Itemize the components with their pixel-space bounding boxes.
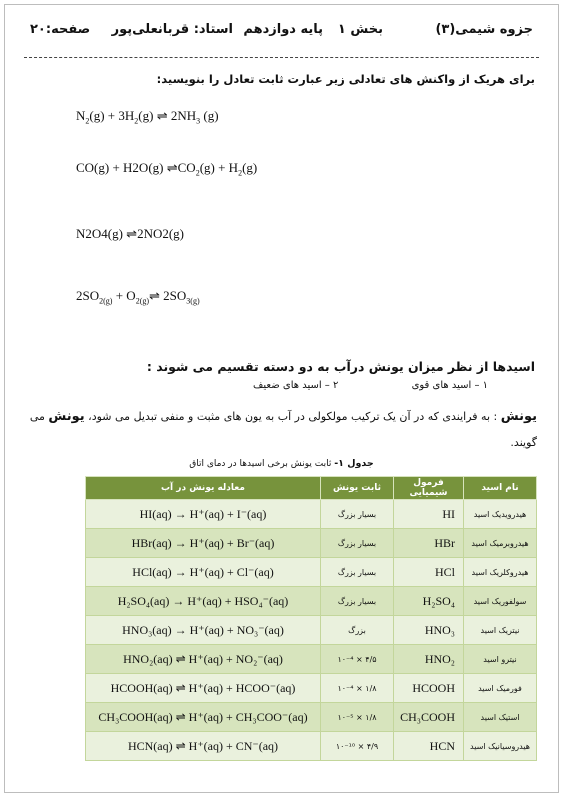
acid-formula: HBr bbox=[394, 529, 464, 558]
header-divider bbox=[24, 57, 539, 58]
acid-name: هیدروکلریک اسید bbox=[464, 558, 537, 587]
acid-formula: HNO₂ bbox=[394, 645, 464, 674]
acid-name: هیدروسیانیک اسید bbox=[464, 732, 537, 761]
ionization-equation: HI(aq) → H⁺(aq) + I⁻(aq) bbox=[86, 500, 321, 529]
acid-name: نیتریک اسید bbox=[464, 616, 537, 645]
equation-4: $2SO_{2(g)}$ + $O_{2(g)}\rightleftharpoons$ $2SO_{3(g)}$ bbox=[76, 288, 200, 306]
ionization-equation: HNO₃(aq) → H⁺(aq) + NO₃⁻(aq) bbox=[86, 616, 321, 645]
acid-formula: HCOOH bbox=[394, 674, 464, 703]
teacher-label: استاد: قربانعلی‌پور bbox=[111, 22, 233, 37]
type-strong: ۱ – اسید های قوی bbox=[411, 380, 488, 391]
table-row bbox=[86, 616, 537, 645]
equation-2: CO(g) + H2O(g) $\rightleftharpoons CO_2(g) + H_2(g)$ bbox=[76, 160, 258, 178]
ionization-constant: ۴/۹ × ۱۰⁻¹⁰ bbox=[321, 732, 394, 761]
acid-name: سولفوریک اسید bbox=[464, 587, 537, 616]
header-formula: فرمول شیمیایی bbox=[394, 477, 464, 500]
ionization-equation: HCOOH(aq) ⇌ H⁺(aq) + HCOO⁻(aq) bbox=[86, 674, 321, 703]
ionization-equation: HBr(aq) → H⁺(aq) + Br⁻(aq) bbox=[86, 529, 321, 558]
table-row bbox=[86, 703, 537, 732]
page-header bbox=[30, 22, 533, 44]
acid-formula: HCl bbox=[394, 558, 464, 587]
ionization-constant: ۱/۸ × ۱۰⁻⁴ bbox=[321, 674, 394, 703]
acid-table bbox=[85, 476, 537, 761]
header-constant: ثابت یونش bbox=[321, 477, 394, 500]
equation-3: N2O4(g) ⇌2NO2(g) bbox=[76, 226, 185, 241]
table-row bbox=[86, 645, 537, 674]
table-row bbox=[86, 674, 537, 703]
instruction-text: برای هریک از واکنش های تعادلی زیر عبارت ثابت تعادل را بنویسید: bbox=[156, 72, 535, 86]
acid-name: فورمیک اسید bbox=[464, 674, 537, 703]
table-row bbox=[86, 500, 537, 529]
table-row bbox=[86, 732, 537, 761]
ionization-constant: بزرگ bbox=[321, 616, 394, 645]
header-equation: معادله یونش در آب bbox=[86, 477, 321, 500]
ionization-constant: ۱/۸ × ۱۰⁻⁵ bbox=[321, 703, 394, 732]
grade-label: پایه دوازدهم bbox=[243, 22, 323, 37]
acid-formula: H₂SO₄ bbox=[394, 587, 464, 616]
acids-heading: اسیدها از نظر میزان یونش درآب به دو دسته تقسیم می شوند : bbox=[146, 359, 535, 374]
type-weak: ۲ – اسید های ضعیف bbox=[253, 380, 339, 391]
acid-formula: CH₃COOH bbox=[394, 703, 464, 732]
section-label: بخش ۱ bbox=[337, 22, 383, 37]
table-caption: جدول ۱- ثابت یونش برخی اسیدها در دمای اتاق bbox=[189, 458, 374, 469]
acid-formula: HNO₃ bbox=[394, 616, 464, 645]
acid-formula: HCN bbox=[394, 732, 464, 761]
ionization-constant: بسیار بزرگ bbox=[321, 529, 394, 558]
ionization-equation: H₂SO₄(aq) → H⁺(aq) + HSO₄⁻(aq) bbox=[86, 587, 321, 616]
equation-1: $N_2(g) + 3H_2(g)$ ⇌ $2NH_3$ (g) bbox=[76, 108, 219, 126]
acid-name: استیک اسید bbox=[464, 703, 537, 732]
ionization-constant: بسیار بزرگ bbox=[321, 558, 394, 587]
ionization-constant: بسیار بزرگ bbox=[321, 500, 394, 529]
page-number: صفحه:۲۰ bbox=[30, 22, 91, 37]
ionization-constant: ۴/۵ × ۱۰⁻⁴ bbox=[321, 645, 394, 674]
acid-name: نیترو اسید bbox=[464, 645, 537, 674]
table-row bbox=[86, 587, 537, 616]
acid-name: هیدروبرمیک اسید bbox=[464, 529, 537, 558]
acid-types bbox=[183, 380, 488, 391]
handout-title: جزوه شیمی(۳) bbox=[435, 22, 533, 37]
ionization-equation: CH₃COOH(aq) ⇌ H⁺(aq) + CH₃COO⁻(aq) bbox=[86, 703, 321, 732]
ionization-definition: یونش : به فرایندی که در آن یک ترکیب مولکولی در آب به یون های مثبت و منفی تبدیل می شود، یونش می گویند. bbox=[29, 409, 537, 449]
ionization-equation: HCl(aq) → H⁺(aq) + Cl⁻(aq) bbox=[86, 558, 321, 587]
acid-name: هیدرویدیک اسید bbox=[464, 500, 537, 529]
header-name: نام اسید bbox=[464, 477, 537, 500]
ionization-equation: HCN(aq) ⇌ H⁺(aq) + CN⁻(aq) bbox=[86, 732, 321, 761]
ionization-equation: HNO₂(aq) ⇌ H⁺(aq) + NO₂⁻(aq) bbox=[86, 645, 321, 674]
table-row bbox=[86, 558, 537, 587]
ionization-constant: بسیار بزرگ bbox=[321, 587, 394, 616]
table-row bbox=[86, 529, 537, 558]
acid-formula: HI bbox=[394, 500, 464, 529]
